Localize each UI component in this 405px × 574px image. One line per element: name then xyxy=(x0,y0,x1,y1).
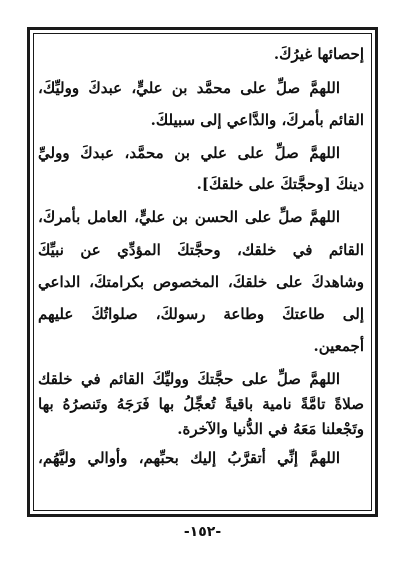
text-line: دينكَ [وحجَّتكَ على خلقكَ]. xyxy=(196,175,364,193)
text-line: وتَجْعلنا مَعَهُ في الدُّنيا والآخرة. xyxy=(177,420,364,438)
text-line: صلاةً تامَّةً نامية باقيةً تُعجِّلُ بها فَرَجَهُ وتَنصرُهُ بها xyxy=(38,395,364,413)
page-text xyxy=(38,42,364,502)
text-line: إلى طاعتكَ وطاعة رسولكَ، صلواتُكَ عليهم xyxy=(38,305,364,323)
text-line: أجمعين. xyxy=(313,337,364,355)
text-line: اللهمَّ صلِّ على محمَّد بن عليٍّ، عبدكَ ووليِّكَ، xyxy=(38,79,340,97)
text-line: وشاهدكَ على خلقكَ، المخصوص بكرامتكَ، الداعي xyxy=(38,273,364,291)
text-line: اللهمَّ صلِّ على الحسن بن عليٍّ، العامل بأمركَ، xyxy=(38,208,340,226)
text-line: القائم بأمركَ، والدَّاعي إلى سبيلكَ. xyxy=(150,111,364,129)
page-number: -١٥٢- xyxy=(183,524,222,540)
text-line: اللهمَّ صلِّ على علي بن محمَّد، عبدكَ ووليِّ xyxy=(38,144,340,162)
text-line: اللهمَّ إنِّي أتقرَّبُ إليك بحبِّهم، وأوالي وليَّهُم، xyxy=(38,449,340,467)
text-line: اللهمَّ صلِّ على حجَّتكَ ووليِّكَ القائم في خلقك xyxy=(38,370,340,388)
text-line: إحصائها غيرُكَ. xyxy=(273,45,364,63)
text-line: القائم في خلقك، وحجَّتكَ المؤدِّي عن نبيِّكَ xyxy=(38,241,364,259)
